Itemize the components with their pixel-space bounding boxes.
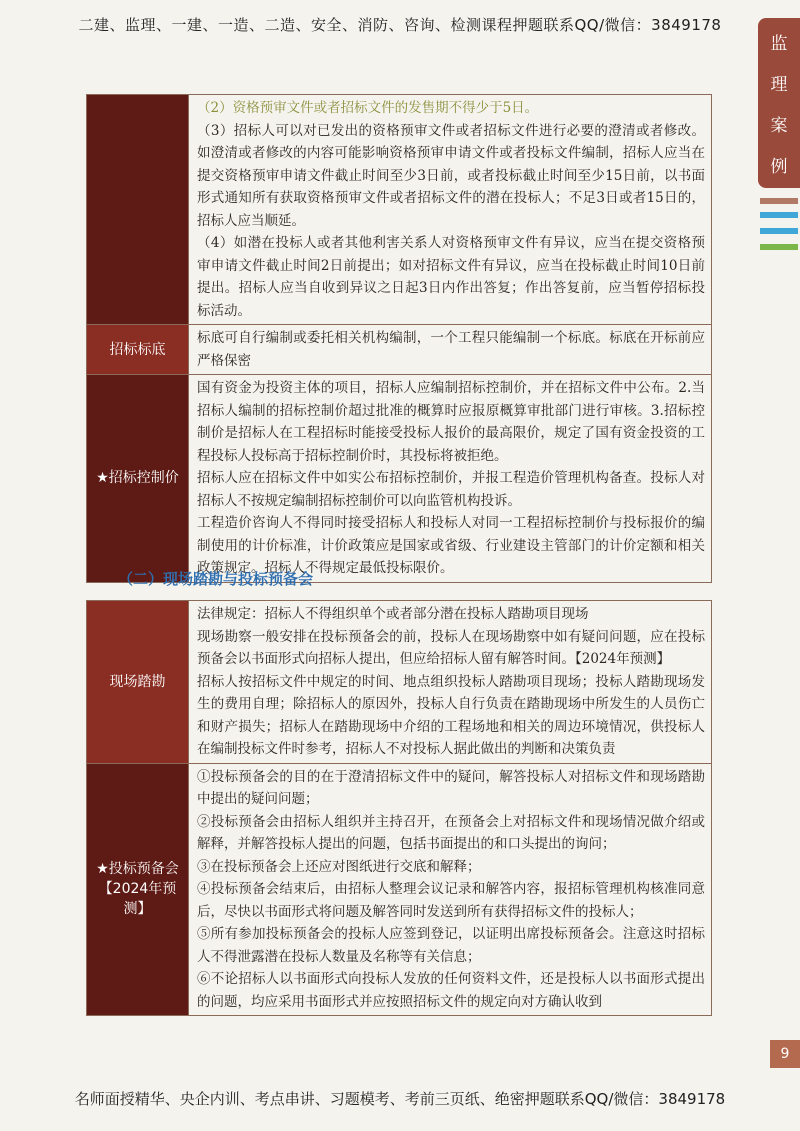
paragraph: 招标人按招标文件中规定的时间、地点组织投标人踏勘项目现场；投标人踏勘现场发生的费用自理；除招标人的原因外，投标人自行负责在踏勘现场中所发生的人员伤亡和财产损失；招标人在踏勘现场中介绍的工程场地和相关的周边环境情况，供投标人在编制投标文件时参考，招标人不对投标人据此做出的判断和决策负责: [197, 673, 705, 757]
list-item: ⑤所有参加投标预备会的投标人应签到登记，以证明出席投标预备会。注意这时招标人不得泄露潜在投标人数量及名称等有关信息；: [197, 926, 705, 965]
bidding-table-2: [86, 600, 712, 1016]
page-header: 二建、监理、一建、一造、二造、安全、消防、咨询、检测课程押题联系QQ/微信：3849178: [78, 16, 722, 34]
paragraph: （4）如潜在投标人或者其他利害关系人对资格预审文件有异议，应当在提交资格预审申请文件截止时间2日前提出；如对招标文件有异议，应当在投标截止时间10日前提出。招标人应当自收到异议之日起3日内作出答复；作出答复前，应当暂停招标投标活动。: [197, 235, 705, 319]
bidding-table-1: [86, 94, 712, 583]
table-row: [87, 763, 712, 1016]
row-label: 招标标底: [87, 325, 189, 375]
table-row: [87, 95, 712, 325]
page-number: 9: [770, 1040, 800, 1068]
paragraph: 现场勘察一般安排在投标预备会的前，投标人在现场勘察中如有疑问问题，应在投标预备会以书面形式向招标人提出，但应给招标人留有解答时间。【2024年预测】: [197, 628, 705, 667]
side-tab-char: 例: [770, 157, 788, 177]
row-label: ★投标预备会【2024年预测】: [87, 763, 189, 1016]
list-item: ④投标预备会结束后，由招标人整理会议记录和解答内容，报招标管理机构核准同意后，尽快以书面形式将问题及解答同时发送到所有获得招标文件的投标人；: [197, 881, 705, 920]
paragraph: 工程造价咨询人不得同时接受招标人和投标人对同一工程招标控制价与投标报价的编制使用的计价标准，计价政策应是国家或省级、行业建设主管部门的计价定额和相关政策规定。招标人不得规定最低投标限价。: [197, 515, 705, 576]
color-stripe: [760, 228, 798, 234]
section-title: （二）现场踏勘与投标预备会: [118, 570, 314, 588]
side-tab-char: 监: [770, 34, 788, 54]
paragraph: （3）招标人可以对已发出的资格预审文件或者招标文件进行必要的澄清或者修改。如澄清或者修改的内容可能影响资格预审申请文件或者投标文件编制，招标人应当在提交资格预审申请文件截止时间至少3日前，或者投标截止时间至少15日前，以书面形式通知所有获取资格预审文件或者招标文件的潜在投标人；不足3日或者15日的，招标人应当顺延。: [197, 122, 705, 229]
row-label: 现场踏勘: [87, 601, 189, 764]
row-content: [189, 375, 712, 583]
paragraph: （2）资格预审文件或者招标文件的发售期不得少于5日。: [197, 100, 539, 116]
row-label: [87, 95, 189, 325]
row-content: [189, 763, 712, 1016]
paragraph: 国有资金为投资主体的项目，招标人应编制招标控制价，并在招标文件中公布。2.当招标人编制的招标控制价超过批准的概算时应报原概算审批部门进行审核。3.招标控制价是招标人在工程招标时能接受投标人报价的最高限价，规定了国有资金投资的工程投标人投标高于招标控制价时，其投标将被拒绝。: [197, 380, 705, 464]
paragraph: 招标人应在招标文件中如实公布招标控制价，并报工程造价管理机构备查。投标人对招标人不按规定编制招标控制价可以向监管机构投诉。: [197, 470, 705, 509]
list-item: ③在投标预备会上还应对图纸进行交底和解释；: [197, 858, 481, 875]
side-tab-char: 案: [770, 116, 788, 136]
color-stripe: [760, 212, 798, 218]
paragraph: 法律规定：招标人不得组织单个或者部分潜在投标人踏勘项目现场: [197, 606, 589, 622]
list-item: ①投标预备会的目的在于澄清招标文件中的疑问，解答投标人对招标文件和现场踏勘中提出的疑问问题；: [197, 768, 705, 807]
table-row: [87, 325, 712, 375]
row-label: ★招标控制价: [87, 375, 189, 583]
row-content: 标底可自行编制或委托相关机构编制，一个工程只能编制一个标底。标底在开标前应严格保密: [189, 325, 712, 375]
row-content: [189, 601, 712, 764]
list-item: ⑥不论招标人以书面形式向投标人发放的任何资料文件，还是投标人以书面形式提出的问题，均应采用书面形式并应按照招标文件的规定向对方确认收到: [197, 971, 705, 1010]
list-item: ②投标预备会由招标人组织并主持召开，在预备会上对招标文件和现场情况做介绍或解释，并解答投标人提出的问题，包括书面提出的和口头提出的询问；: [197, 813, 705, 852]
table-row: [87, 601, 712, 764]
side-tab: [758, 18, 800, 188]
side-tab-char: 理: [770, 75, 788, 95]
color-stripe: [760, 198, 798, 204]
page-footer: 名师面授精华、央企内训、考点串讲、习题模考、考前三页纸、绝密押题联系QQ/微信：3849178: [74, 1090, 726, 1108]
row-content: [189, 95, 712, 325]
color-stripe: [760, 244, 798, 250]
table-row: [87, 375, 712, 583]
